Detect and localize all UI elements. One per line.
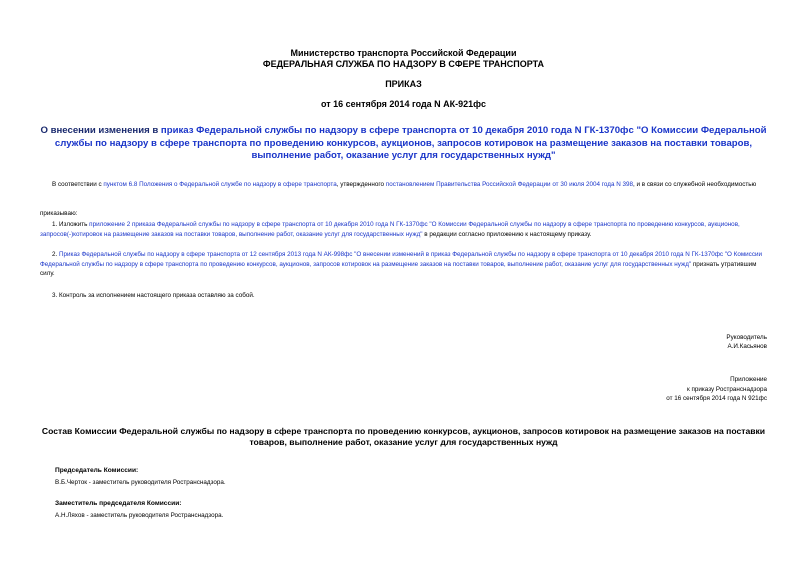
appendix-label: Приложение [730,376,767,383]
appendix-reference: к приказу Ространснадзора [686,386,767,393]
item-1 [40,220,768,239]
signature-name: А.И.Касьянов [727,343,767,350]
signature-position: Руководитель [726,334,767,341]
composition-title: Состав Комиссии Федеральной службы по надзору в сфере транспорта по проведению конкурсов, аукционов, запросов котировок на размещение заказов на поставки товаров, выполнение работ, оказание услуг для государственных нужд [41,426,766,447]
item-2-text-a: 2. [52,251,60,258]
item-1-link[interactable]: приложение 2 приказа Федеральной службы по надзору в сфере транспорта от 10 декабря 2010 года N ГК-1370фс "О Комиссии Федеральной службы по надзору в сфере транспорта по проведению конкурсов, аукционов, запросов(-)котировок на размещение заказов на поставки товаров, выполнение работ, оказание услуг для государственных нужд" [40,221,740,238]
item-2-link[interactable]: Приказ Федеральной службы по надзору в сфере транспорта от 12 сентября 2013 года N АК-998фс "О внесении изменений в приказ Федеральной службы по надзору в сфере транспорта от 10 декабря 2010 года N ГК-1370фс "О Комиссии Федеральной службы по надзору в сфере транспорта по проведению конкурсов, аукционов, запросов котировок на размещение заказов на поставки товаров, выполнение работ, оказание услуг для государственных нужд" [40,251,763,268]
document-date-number: от 16 сентября 2014 года N АК-921фс [320,99,487,109]
item-1-text-a: 1. Изложить [52,221,90,228]
preamble-text-b: , утвержденного [336,181,386,188]
title-prefix: О внесении изменения в [40,125,161,136]
item-2-text-b: признать утратившим силу. [40,260,757,277]
preamble-text-c: , и в связи со служебной необходимостью [633,181,757,188]
order-word: приказываю: [40,210,78,217]
document-title [40,125,767,163]
item-2 [40,250,768,279]
item-1-text-b: в редакции согласно приложению к настоящему приказу. [422,230,592,238]
chair-role: Председатель Комиссии: [55,467,139,474]
appendix-date: от 16 сентября 2014 года N 921фс [666,395,767,402]
preamble-link-decree[interactable]: постановлением Правительства Российской Федерации от 30 июля 2004 года N 398 [385,181,634,188]
ministry-name: Министерство транспорта Российской Федерации [290,48,517,58]
preamble-paragraph [40,180,768,190]
chair-name: В.Б.Черток - заместитель руководителя Ространснадзора. [55,479,226,486]
document-type: ПРИКАЗ [385,79,422,89]
deputy-role: Заместитель председателя Комиссии: [55,500,182,507]
item-3: 3. Контроль за исполнением настоящего приказа оставляю за собой. [52,292,255,299]
preamble-text-a: В соответствии с [52,181,104,188]
preamble-link-regulation[interactable]: пунктом 6.8 Положения о Федеральной службе по надзору в сфере транспорта [103,181,337,188]
service-name: ФЕДЕРАЛЬНАЯ СЛУЖБА ПО НАДЗОРУ В СФЕРЕ ТРАНСПОРТА [262,59,545,69]
title-link[interactable]: приказ Федеральной службы по надзору в сфере транспорта от 10 декабря 2010 года N ГК-1370фс "О Комиссии Федеральной службы по надзору в сфере транспорта по проведению конкурсов, аукционов, запросов котировок на размещение заказов на поставки товаров, выполнение работ, оказание услуг для государственных нужд" [54,125,767,161]
deputy-name: А.Н.Ляхов - заместитель руководителя Ространснадзора. [55,512,224,519]
